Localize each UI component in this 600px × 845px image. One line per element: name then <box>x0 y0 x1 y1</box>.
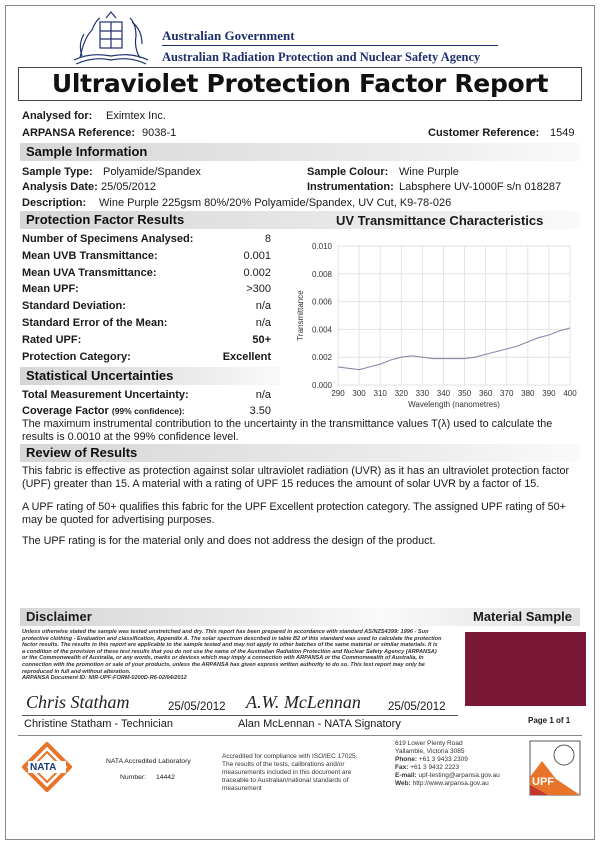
email-label: E-mail: <box>395 772 417 779</box>
results-row-label: Mean UPF: <box>22 283 79 296</box>
analysed-for-value: Eximtex Inc. <box>106 110 166 122</box>
x-tick-label: 350 <box>457 389 472 398</box>
footer-divider <box>18 735 582 736</box>
phone-value: +61 3 9433 2309 <box>418 756 468 763</box>
review-title: Review of Results <box>26 445 138 460</box>
arpansa-reference-value: 9038-1 <box>142 127 177 139</box>
coat-of-arms-icon <box>70 8 152 66</box>
results-row-value: 50+ <box>252 333 271 346</box>
disclaimer-document-id: ARPANSA Document ID: NIR-UPF-FORM-0200D-R6-02/04/2012 <box>22 675 187 682</box>
material-sample-swatch <box>465 632 586 706</box>
x-tick-label: 320 <box>394 389 408 398</box>
phone-line <box>395 756 505 764</box>
signatory-signature-line <box>232 715 458 716</box>
x-tick-label: 390 <box>542 389 556 398</box>
x-tick-label: 300 <box>352 389 366 398</box>
disclaimer-body: Unless otherwise stated the sample was tested unstretched and dry. This report has been prepared in accordance with standard AS/NZS4399: 1996 - Sun protective clothing - Evaluation and classification, Appendix A. The solar spectrum described in table B2 of this standard was used to calculate the protection factor results. The results in this report are applicable to the sample tested and may not apply to other batches of the same material or similar materials. It is a condition of the provision of these test results that you do not use the name of the Australian Radiation Protection and Nuclear Safety Agency (ARPANSA) or the Commonwealth of Australia, or any words, marks or devices which may imply a connection with ARPANSA or the Commonwealth of Australia, in connection with the promotion or sale of your products, unless the ARPANSA has given express written authority to do so. This test report may only be reproduced in full and without alteration. <box>22 629 442 675</box>
plot-area <box>338 246 570 385</box>
instrumentation-label: Instrumentation: <box>307 181 394 193</box>
total-uncertainty-label: Total Measurement Uncertainty: <box>22 389 189 401</box>
results-row-label: Mean UVB Transmittance: <box>22 249 158 262</box>
analysed-for-label: Analysed for: <box>22 110 93 122</box>
analysis-date-label: Analysis Date: <box>22 181 98 193</box>
header-divider <box>162 45 498 46</box>
results-row-label: Standard Deviation: <box>22 300 126 313</box>
results-title: Protection Factor Results <box>26 212 185 227</box>
results-row-value: 0.001 <box>243 249 271 262</box>
signatory-signature: A.W. McLennan <box>246 692 361 712</box>
fax-value: +61 3 9432 2223 <box>410 764 460 771</box>
nata-number-label: Number: <box>120 774 147 781</box>
description-value: Wine Purple 225gsm 80%/20% Polyamide/Spandex, UV Cut, K9-78-026 <box>99 197 452 209</box>
coverage-factor-note: (99% confidence): <box>111 406 185 416</box>
results-row-label: Number of Specimens Analysed: <box>22 233 194 245</box>
material-sample-title: Material Sample <box>473 609 572 624</box>
coverage-factor-value: 3.50 <box>249 405 271 417</box>
report-title-box <box>18 67 582 101</box>
sample-information-header <box>20 143 580 161</box>
technician-signature: Chris Statham <box>26 692 130 712</box>
total-uncertainty-value: n/a <box>255 389 271 401</box>
phone-label: Phone: <box>395 756 418 763</box>
x-tick-label: 360 <box>478 389 493 398</box>
report-title: Ultraviolet Protection Factor Report <box>51 69 549 98</box>
page-number: Page 1 of 1 <box>528 716 571 725</box>
customer-reference-label: Customer Reference: <box>428 127 540 139</box>
coverage-factor-label <box>22 405 185 418</box>
uv-transmittance-chart <box>290 232 585 414</box>
chart-title: UV Transmittance Characteristics <box>336 213 544 228</box>
results-row-value: 8 <box>264 233 271 245</box>
web-line <box>395 780 505 788</box>
sample-colour-label: Sample Colour: <box>307 166 389 178</box>
x-axis-label: Wavelength (nanometres) <box>408 400 500 409</box>
uncertainties-header-bar <box>20 367 280 385</box>
sample-information-title: Sample Information <box>26 144 148 159</box>
address-line-1: 619 Lower Plenty Road <box>395 740 463 747</box>
technician-name: Christine Statham - Technician <box>24 718 173 730</box>
x-tick-label: 330 <box>415 389 430 398</box>
disclaimer-header-bar <box>20 608 380 626</box>
results-row-label: Protection Category: <box>22 350 131 363</box>
address-line-2: Yallambie, Victoria 3085 <box>395 748 465 755</box>
sample-type-value: Polyamide/Spandex <box>103 166 201 178</box>
nata-number <box>120 774 175 782</box>
sample-type-label: Sample Type: <box>22 166 93 178</box>
x-tick-label: 290 <box>331 389 345 398</box>
upf-logo-text: UPF <box>532 776 554 788</box>
email-link[interactable]: upf-testing@arpansa.gov.au <box>418 772 500 779</box>
y-tick-label: 0.002 <box>311 353 332 363</box>
y-tick-label: 0.008 <box>311 269 332 279</box>
results-row-value: 0.002 <box>243 266 271 279</box>
web-label: Web: <box>395 780 411 787</box>
coverage-factor-label-text: Coverage Factor <box>22 405 109 417</box>
review-header-bar <box>20 444 580 462</box>
x-tick-label: 340 <box>436 389 451 398</box>
results-row-label: Standard Error of the Mean: <box>22 317 168 329</box>
y-tick-label: 0.000 <box>311 381 332 390</box>
disclaimer-text <box>22 629 442 682</box>
nata-accredited-label: NATA Accredited Laboratory <box>106 758 191 765</box>
customer-reference-value: 1549 <box>550 127 575 139</box>
x-tick-label: 370 <box>500 389 514 398</box>
technician-date: 25/05/2012 <box>168 701 226 713</box>
analysis-date-value: 25/05/2012 <box>101 181 157 193</box>
y-tick-label: 0.004 <box>311 325 332 335</box>
agency-name: Australian Radiation Protection and Nuclear Safety Agency <box>162 50 481 64</box>
fax-line <box>395 764 505 772</box>
nata-number-value: 14442 <box>155 774 175 781</box>
report-header <box>70 8 530 68</box>
signatory-date: 25/05/2012 <box>388 701 446 713</box>
uncertainties-title: Statistical Uncertainties <box>26 368 174 383</box>
arpansa-reference-label: ARPANSA Reference: <box>22 127 136 139</box>
fax-label: Fax: <box>395 764 409 771</box>
contact-block <box>395 740 505 788</box>
email-line <box>395 772 505 780</box>
results-row-value: n/a <box>255 317 271 329</box>
sample-colour-value: Wine Purple <box>399 166 459 178</box>
signatory-name: Alan McLennan - NATA Signatory <box>238 718 401 730</box>
y-tick-label: 0.006 <box>311 297 332 307</box>
results-row-label: Mean UVA Transmittance: <box>22 266 157 279</box>
results-row-value: n/a <box>255 300 271 313</box>
review-paragraph-3: The UPF rating is for the material only and does not address the design of the product. <box>22 535 436 547</box>
review-paragraph-1: This fabric is effective as protection against solar ultraviolet radiation (UVR) as it has an ultraviolet protection factor (UPF) greater than 15. A material with a rating of UPF 15 reduces the amount of solar UVR by a factor of 15. <box>22 465 570 490</box>
accreditation-statement: Accredited for compliance with ISO/IEC 17025. The results of the tests, calibrations and/or measurements included in this document are traceable to Australian/national standards of measurement <box>222 753 358 792</box>
results-row-value: >300 <box>246 283 271 296</box>
material-sample-header-bar <box>380 608 580 626</box>
results-row-value: Excellent <box>222 350 271 363</box>
x-tick-label: 400 <box>563 389 577 398</box>
description-label: Description: <box>22 197 87 209</box>
y-axis-label: Transmittance <box>296 290 305 341</box>
y-tick-label: 0.010 <box>311 242 332 251</box>
instrumentation-value: Labsphere UV-1000F s/n 018287 <box>399 181 562 193</box>
results-row-label: Rated UPF: <box>22 333 82 346</box>
review-paragraph-2: A UPF rating of 50+ qualifies this fabric for the UPF Excellent protection category. The assigned UPF rating of 50+ may be quoted for advertising purposes. <box>22 501 566 526</box>
x-tick-label: 380 <box>521 389 535 398</box>
web-link[interactable]: http://www.arpansa.gov.au <box>412 780 489 787</box>
uncertainty-note: The maximum instrumental contribution to the uncertainty in the transmittance values T(λ) used to calculate the results is 0.0010 at the 99% confidence level. <box>22 418 553 443</box>
government-name: Australian Government <box>162 28 295 43</box>
disclaimer-title: Disclaimer <box>26 609 92 624</box>
nata-logo-text: NATA <box>30 762 57 773</box>
x-tick-label: 310 <box>373 389 387 398</box>
technician-signature-line <box>22 715 232 716</box>
